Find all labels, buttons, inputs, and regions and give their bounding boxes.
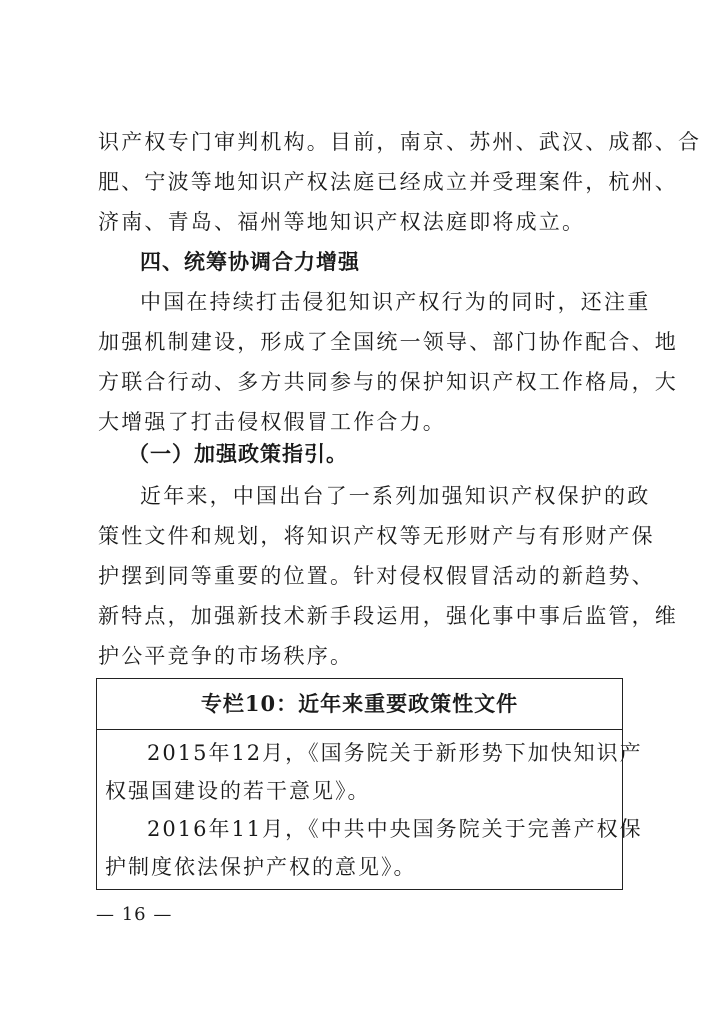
- text-line: 肥、宁波等地知识产权法庭已经成立并受理案件，杭州、: [98, 170, 678, 194]
- sidebar-box: [96, 678, 643, 890]
- text-line: 近年来，中国出台了一系列加强知识产权保护的政: [140, 484, 651, 508]
- box-item: [97, 810, 643, 886]
- text-line: 识产权专门审判机构。目前，南京、苏州、武汉、成都、合: [98, 130, 702, 154]
- box-body: [97, 730, 643, 886]
- box-title: 专栏10：近年来重要政策性文件: [97, 679, 622, 730]
- text-line: 2016年11月，《中共中央国务院关于完善产权保: [147, 817, 643, 841]
- text-line: 护摆到同等重要的位置。针对侵权假冒活动的新趋势、: [98, 564, 655, 588]
- section-paragraph: [98, 282, 678, 442]
- page-number: — 16 —: [96, 904, 173, 925]
- text-line: 济南、青岛、福州等地知识产权法庭即将成立。: [98, 210, 586, 234]
- text-line: 权强国建设的若干意见》。: [105, 779, 371, 803]
- text-line: 新特点，加强新技术新手段运用，强化事中事后监管，维: [98, 604, 678, 628]
- section-heading: 四、统筹协调合力增强: [140, 250, 360, 274]
- text-line: 方联合行动、多方共同参与的保护知识产权工作格局，大: [98, 370, 678, 394]
- text-line: 护制度依法保护产权的意见》。: [105, 855, 417, 879]
- text-line: 策性文件和规划，将知识产权等无形财产与有形财产保: [98, 524, 655, 548]
- text-line: 2015年12月，《国务院关于新形势下加快知识产: [147, 741, 643, 765]
- subsection-heading: （一）加强政策指引。: [128, 441, 348, 466]
- subsection-paragraph: [98, 476, 678, 676]
- text-line: 加强机制建设，形成了全国统一领导、部门协作配合、地: [98, 330, 678, 354]
- box-item: [97, 734, 643, 810]
- text-line: 大增强了打击侵权假冒工作合力。: [98, 410, 446, 434]
- text-line: 中国在持续打击侵犯知识产权行为的同时，还注重: [140, 290, 651, 314]
- intro-paragraph: [98, 122, 702, 242]
- text-line: 护公平竞争的市场秩序。: [98, 644, 354, 668]
